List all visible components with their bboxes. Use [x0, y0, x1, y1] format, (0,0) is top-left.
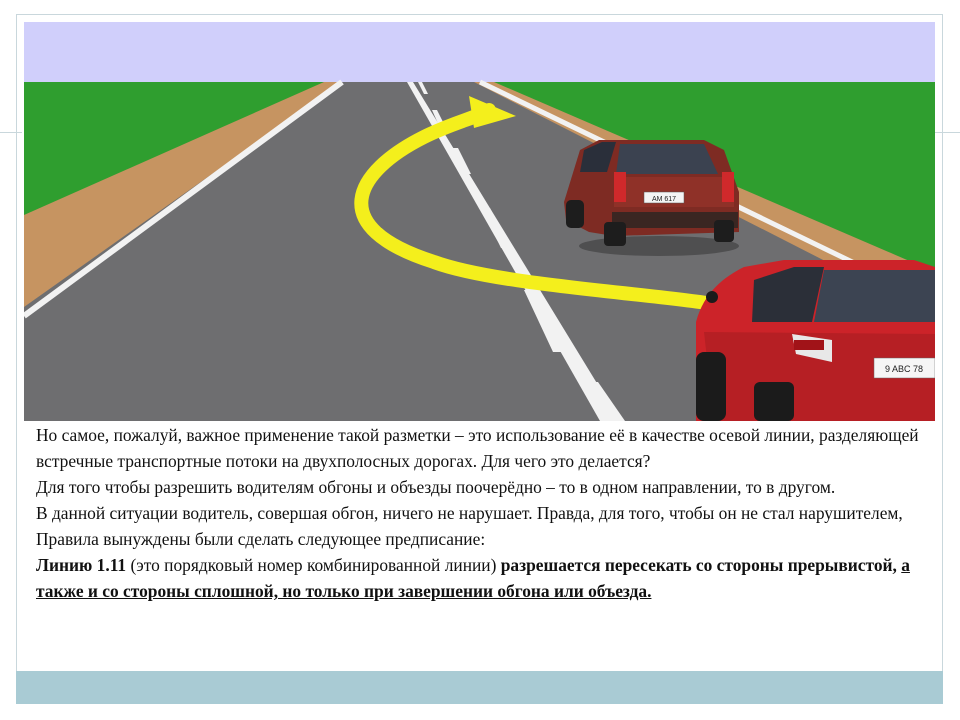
line-number-note: (это порядковый номер комбинированной линии): [126, 555, 501, 575]
paragraph-1: Но самое, пожалуй, важное применение такой разметки – это использование её в качестве осевой линии, разделяющей встречные транспортные потоки на двухполосных дорогах. Для чего это делается?: [36, 425, 919, 471]
red-car: [696, 260, 935, 421]
red-car-plate: 9 ABC 78: [884, 364, 924, 374]
brown-car-plate: AM 617: [651, 196, 677, 203]
rule-part-dashed: разрешается пересекать со стороны прерывистой,: [500, 555, 897, 575]
line-number-label: Линию 1.11: [36, 555, 127, 575]
sky: [24, 22, 935, 84]
paragraph-4: [36, 552, 926, 604]
slide-text: [36, 422, 926, 604]
paragraph-3: В данной ситуации водитель, совершая обгон, ничего не нарушает. Правда, для того, чтобы он не стал нарушителем, Правила вынуждены были сделать следующее предписание:: [36, 503, 903, 549]
frame-divider-right: [934, 132, 960, 133]
rule-part-solid: а также и со стороны сплошной, но только при завершении обгона или объезда.: [36, 555, 910, 601]
frame-divider-left: [0, 132, 22, 133]
slide-bottom-bar: [16, 671, 943, 704]
road-overtaking-illustration: [24, 22, 935, 421]
road-scene: [24, 22, 935, 421]
paragraph-2: Для того чтобы разрешить водителям обгоны и объезды поочерёдно – то в одном направлении, то в другом.: [36, 477, 836, 497]
